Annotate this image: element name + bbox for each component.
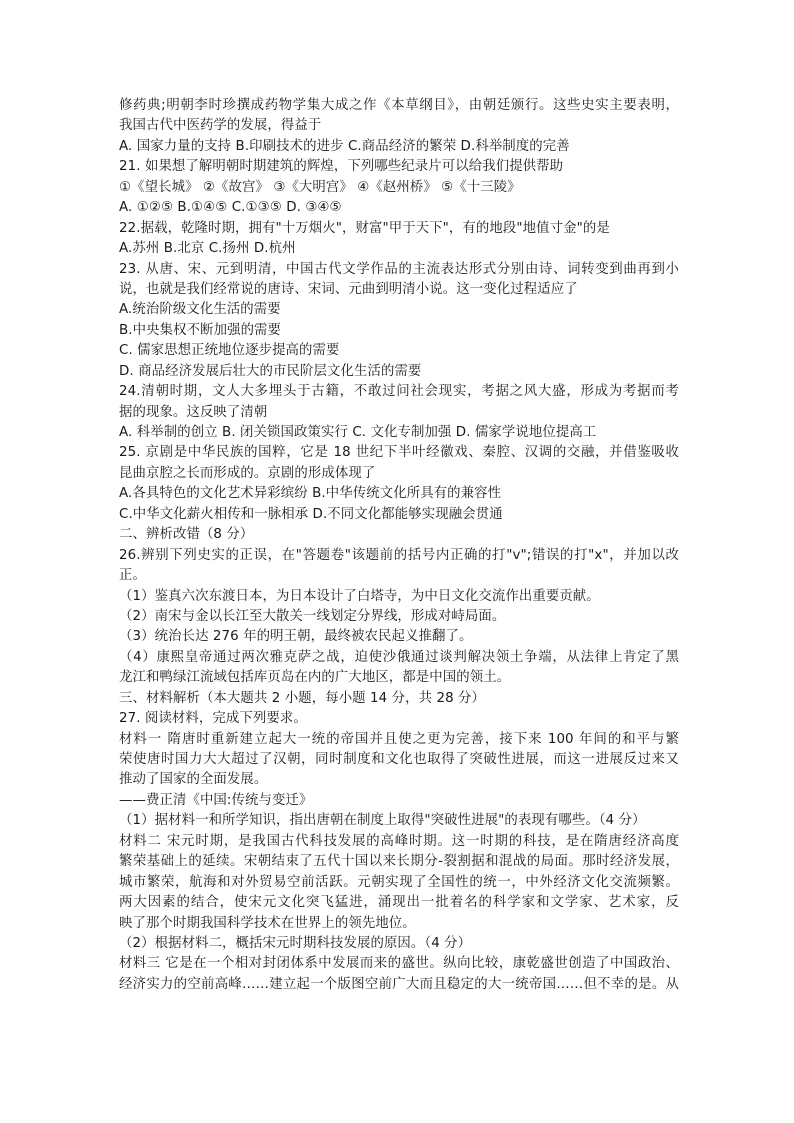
answer-options: C.中华文化薪火相传和一脉相承 D.不同文化都能够实现融会贯通 xyxy=(119,506,503,522)
section-heading: 二、辨析改错（8 分） xyxy=(119,527,254,543)
answer-options: A. 国家力量的支持 B.印刷技术的进步 C.商品经济的繁荣 D.科举制度的完善 xyxy=(119,138,570,154)
text-line: 我国古代中医药学的发展，得益于 xyxy=(119,118,322,134)
question-24: 24.清朝时期，文人大多埋头于古籍，不敢过问社会现实，考据之风大盛，形成为考据而考 xyxy=(119,384,679,400)
sub-question: （2）根据材料二，概括宋元时期科技发展的原因。（4 分） xyxy=(119,935,472,951)
answer-option: B.中央集权不断加强的需要 xyxy=(119,322,282,338)
answer-options: A.各具特色的文化艺术异彩缤纷 B.中华传统文化所具有的兼容性 xyxy=(119,486,502,502)
material-1: 材料一 隋唐时重新建立起大一统的帝国并且使之更为完善，接下来 100 年间的和平与繁 xyxy=(119,731,679,747)
sub-item: （1）鉴真六次东渡日本，为日本设计了白塔寺，为中日文化交流作出重要贡献。 xyxy=(119,588,600,604)
question-21: 21. 如果想了解明朝时期建筑的辉煌，下列哪些纪录片可以给我们提供帮助 xyxy=(119,159,564,175)
sub-item: （3）统治长达 276 年的明王朝，最终被农民起义推翻了。 xyxy=(119,629,473,645)
answer-option: C. 儒家思想正统地位逐步提高的需要 xyxy=(119,343,340,359)
text-line: 据的现象。这反映了清朝 xyxy=(119,404,268,420)
text-line: 修药典;明朝李时珍撰成药物学集大成之作《本草纲目》，由朝廷颁行。这些史实主要表明， xyxy=(119,98,679,113)
section-heading: 三、材料解析（本大题共 2 小题，每小题 14 分，共 28 分） xyxy=(119,690,486,706)
answer-option: D. 商品经济发展后壮大的市民阶层文化生活的需要 xyxy=(119,363,422,379)
text-line: 映了那个时期我国科学技术在世界上的领先地位。 xyxy=(119,915,416,931)
text-line: 繁荣基础上的延续。宋朝结束了五代十国以来长期分-裂割据和混战的局面。那时经济发展， xyxy=(119,854,679,870)
text-line: 推动了国家的全面发展。 xyxy=(119,772,268,788)
text-line: 两大因素的结合，使宋元文化突飞猛进，涌现出一批着名的科学家和文学家、艺术家，反 xyxy=(119,895,679,911)
question-25: 25. 京剧是中华民族的国粹，它是 18 世纪下半叶经徽戏、秦腔、汉调的交融，并借鉴吸收 xyxy=(119,445,679,461)
answer-options: A. 科举制的创立 B. 闭关锁国政策实行 C. 文化专制加强 D. 儒家学说地位提高工 xyxy=(119,425,597,440)
material-3: 材料三 它是在一个相对封闭体系中发展而来的盛世。纵向比较，康乾盛世创造了中国政治、 xyxy=(119,956,679,972)
text-line: 城市繁荣，航海和对外贸易空前活跃。元朝实现了全国性的统一，中外经济文化交流频繁。 xyxy=(119,874,679,890)
text-line: 说，也就是我们经常说的唐诗、宋词、元曲到明清小说。这一变化过程适应了 xyxy=(119,281,578,297)
question-23: 23. 从唐、宋、元到明清，中国古代文学作品的主流表达形式分别由诗、词转变到曲再到小 xyxy=(119,261,679,277)
text-line: 正。 xyxy=(119,568,146,584)
answer-options: A. ①②⑤ B.①④⑤ C.①③⑤ D. ③④⑤ xyxy=(119,200,342,216)
question-22: 22.据载，乾隆时期，拥有"十万烟火"，财富"甲于天下"，有的地段"地值寸金"的是 xyxy=(119,220,610,236)
text-line: 荣使唐时国力大大超过了汉朝，同时制度和文化也取得了突破性进展，而这一进展反过来又 xyxy=(119,752,679,767)
text-line: 昆曲京腔之长而形成的。京剧的形成体现了 xyxy=(119,465,376,481)
citation: ——费正清《中国:传统与变迁》 xyxy=(119,792,313,808)
question-26: 26.辨别下列史实的正误，在"答题卷"该题前的括号内正确的打"v";错误的打"x"，并加以改 xyxy=(119,547,679,563)
answer-option: A.统治阶级文化生活的需要 xyxy=(119,302,281,318)
answer-options: A.苏州 B.北京 C.扬州 D.杭州 xyxy=(119,241,296,257)
text-line: 龙江和鸭绿江流域包括库页岛在内的广大地区，都是中国的领土。 xyxy=(119,670,511,686)
text-line: 经济实力的空前高峰……建立起一个版图空前广大而且稳定的大一统帝国……但不幸的是。从 xyxy=(119,976,679,992)
sub-item: （2）南宋与金以长江至大散关一线划定分界线，形成对峙局面。 xyxy=(119,608,506,624)
question-27: 27. 阅读材料，完成下列要求。 xyxy=(119,711,307,727)
sub-question: （1）据材料一和所学知识，指出唐朝在制度上取得"突破性进展"的表现有哪些。（4 分） xyxy=(119,813,646,829)
material-2: 材料二 宋元时期，是我国古代科技发展的高峰时期。这一时期的科技，是在隋唐经济高度 xyxy=(119,833,679,849)
sub-item: （4）康熙皇帝通过两次雅克萨之战，迫使沙俄通过谈判解决领土争端，从法律上肯定了黑 xyxy=(119,649,679,665)
exam-page xyxy=(119,96,679,995)
text-line: ①《望长城》 ②《故宫》 ③《大明宫》 ④《赵州桥》 ⑤《十三陵》 xyxy=(119,179,521,195)
